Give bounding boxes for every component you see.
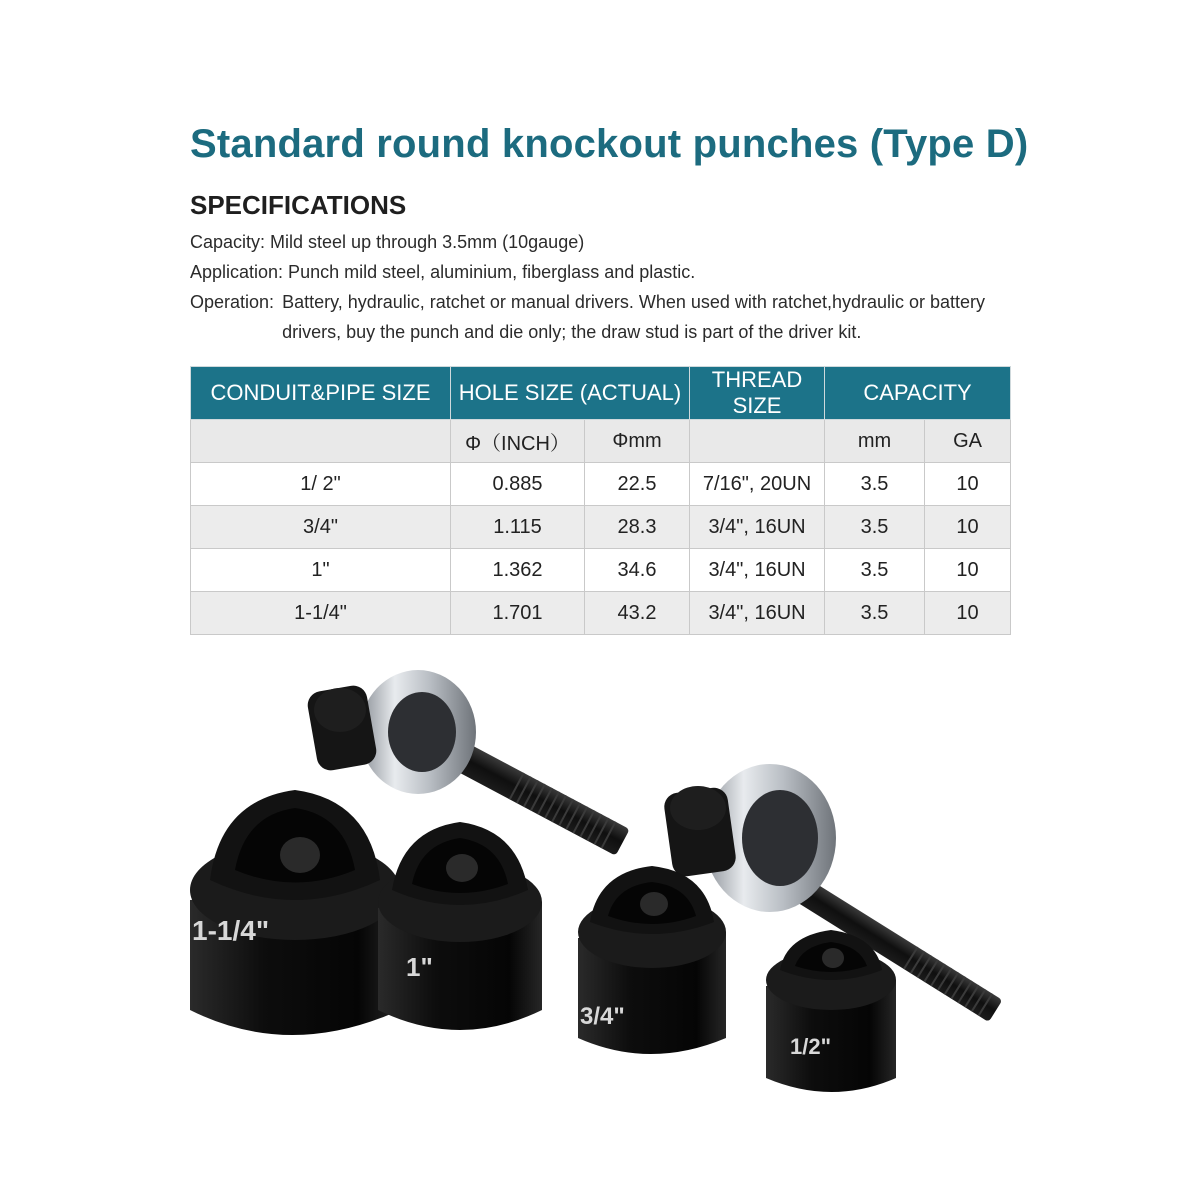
cell-capacity-mm: 3.5 (825, 549, 925, 592)
cell-conduit-size: 1-1/4" (191, 592, 451, 635)
subheader-cell (690, 420, 825, 463)
application-line: Application: Punch mild steel, aluminium, fiberglass and plastic. (190, 262, 696, 282)
cell-hole-inch: 1.701 (451, 592, 585, 635)
cell-hole-inch: 1.115 (451, 506, 585, 549)
subheader-mm: Φmm (585, 420, 690, 463)
cell-hole-mm: 22.5 (585, 463, 690, 506)
punch-1-2 (766, 930, 896, 1092)
punch-1-1-4 (190, 790, 400, 1035)
cell-thread-size: 3/4", 16UN (690, 592, 825, 635)
header-thread-size: THREAD SIZE (690, 367, 825, 420)
cell-capacity-mm: 3.5 (825, 463, 925, 506)
cell-capacity-mm: 3.5 (825, 592, 925, 635)
cell-capacity-mm: 3.5 (825, 506, 925, 549)
table-row (191, 592, 1011, 635)
cell-hole-mm: 28.3 (585, 506, 690, 549)
cell-capacity-ga: 10 (925, 592, 1011, 635)
cell-hole-inch: 0.885 (451, 463, 585, 506)
cell-conduit-size: 3/4" (191, 506, 451, 549)
specification-table (190, 366, 1011, 635)
header-hole-size: HOLE SIZE (ACTUAL) (451, 367, 690, 420)
punch-label-1-2: 1/2" (790, 1034, 832, 1059)
punch-label-1-1-4: 1-1/4" (192, 915, 270, 946)
operation-text: Battery, hydraulic, ratchet or manual drivers. When used with ratchet,hydraulic or battery drivers, buy the punch and die only; the draw stud is part of the driver kit. (282, 292, 986, 342)
product-photo (150, 640, 1050, 1200)
table-row (191, 506, 1011, 549)
page-title: Standard round knockout punches (Type D) (190, 122, 1029, 166)
header-capacity: CAPACITY (825, 367, 1011, 420)
header-conduit-pipe-size: CONDUIT&PIPE SIZE (191, 367, 451, 420)
punch-label-1: 1" (406, 952, 433, 982)
cell-capacity-ga: 10 (925, 549, 1011, 592)
table-row (191, 463, 1011, 506)
specifications-section (190, 190, 1010, 347)
cell-conduit-size: 1" (191, 549, 451, 592)
table-subheader-row (191, 420, 1011, 463)
cell-capacity-ga: 10 (925, 506, 1011, 549)
cell-capacity-ga: 10 (925, 463, 1011, 506)
subheader-capacity-ga: GA (925, 420, 1011, 463)
punch-label-3-4: 3/4" (580, 1003, 625, 1030)
cell-conduit-size: 1/ 2" (191, 463, 451, 506)
specifications-heading: SPECIFICATIONS (190, 190, 407, 220)
subheader-inch: Φ（INCH） (451, 420, 585, 463)
capacity-line: Capacity: Mild steel up through 3.5mm (10gauge) (190, 232, 585, 252)
cell-thread-size: 7/16", 20UN (690, 463, 825, 506)
subheader-capacity-mm: mm (825, 420, 925, 463)
table-header-row (191, 367, 1011, 420)
cell-thread-size: 3/4", 16UN (690, 549, 825, 592)
punch-1 (378, 822, 542, 1030)
punch-3-4 (578, 866, 726, 1054)
table-row (191, 549, 1011, 592)
subheader-cell (191, 420, 451, 463)
cell-hole-mm: 34.6 (585, 549, 690, 592)
cell-hole-inch: 1.362 (451, 549, 585, 592)
cell-hole-mm: 43.2 (585, 592, 690, 635)
operation-label: Operation: (190, 292, 275, 312)
operation-line (190, 287, 1010, 347)
cell-thread-size: 3/4", 16UN (690, 506, 825, 549)
